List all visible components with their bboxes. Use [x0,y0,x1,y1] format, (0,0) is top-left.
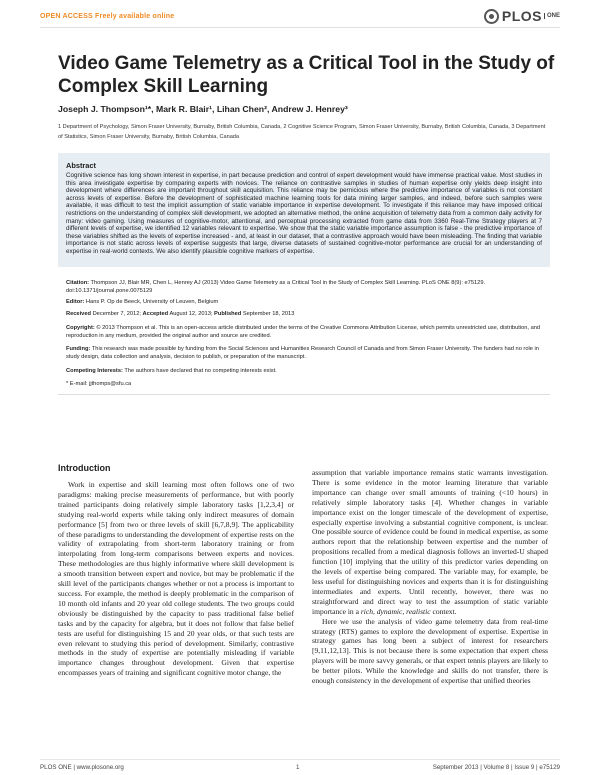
footer-issue: September 2013 | Volume 8 | Issue 9 | e75129 [432,764,560,771]
received-date: December 7, 2012; [92,311,141,317]
funding [66,345,542,361]
journal-logo-text: PLOS [501,8,542,24]
citation-label: Citation: [66,280,90,286]
paper-title: Video Game Telemetry as a Critical Tool in the Study of Complex Skill Learning [58,53,555,97]
affiliations: 1 Department of Psychology, Simon Fraser University, Burnaby, British Columbia, Canada, 2 Cognitive Science Program, Simon Fraser University, Burnaby, British Columbia, Canada, 3 Department of Statistics, Simon Fraser University, Burnaby, British Columbia, Canada [58,124,546,140]
editor-label: Editor: [66,299,85,305]
intro-paragraph-1-continued [312,468,548,617]
competing-interests [66,367,542,375]
competing-label: Competing Interests: [66,368,123,374]
page-number: 1 [296,764,300,771]
footer-divider [40,759,560,760]
copyright-text: © 2013 Thompson et al. This is an open-access article distributed under the terms of the Creative Commons Attribution License, which permits unrestricted use, distribution, and reproduction in any medium, provided the original author and source are credited. [66,325,541,340]
footer-journal: PLOS ONE | www.plosone.org [40,764,124,771]
copyright-label: Copyright: [66,325,95,331]
funding-text: This research was made possible by funding from the Social Sciences and Humanities Research Council of Canada and from Simon Fraser University. The funders had no role in study design, data collection and analysis, decision to publish, or preparation of the manuscript. [66,346,539,361]
emphasis-text: rich, dynamic, realistic [360,606,431,616]
citation-text: Thompson JJ, Blair MR, Chen L, Henrey AJ (2013) Video Game Telemetry as a Critical Tool in the Study of Complex Skill Learning. PLoS ONE 8(9): e75129. doi:10.1371/journal.pone.0075129 [66,280,486,295]
metadata-divider [58,394,550,395]
competing-text: The authors have declared that no competing interests exist. [124,368,277,374]
open-access-text: OPEN ACCESS Freely available online [40,13,175,20]
journal-logo-suffix: ONE [544,13,560,19]
accepted-date: August 12, 2013; [169,311,213,317]
dates [66,310,542,318]
intro-paragraph-1: Work in expertise and skill learning most often follows one of two paradigms: making precise measurements of performance, but with poorly trained participants doing relatively simple laboratory tasks [1,2,3,4] or studying real-world experts while taking only indirect measures of domain performance [5] from two or three levels of skill [6,7,8,9]. The applicability of these paradigms to understanding the development of expertise rests on the validity of extrapolating from short-term laboratory training or from interpolating from long-term comparisons between experts and novices. These methodologies are thus highly informative where skill development is a smooth transition between expert and novice, but may be problematic if the skill level of the participants changes whether or not a process is important to success. For example, the method is deeply problematic in the comparison of 10 month old infants and 20 year old college students. The two groups could obviously be distinguished by the capacity to pass traditional false belief tasks and by the capacity for algebra, but it does not follow that false belief tests are useful for distinguishing 15 and 20 year olds, or that such tests are even relevant to studying this period of development. Similarly, contrastive methods in the study of expertise are potentially misleading if variable importance changes throughout development. Given that expertise encompasses years of training and significant cognitive motor change, the [58,480,294,678]
published-date: September 18, 2013 [242,311,295,317]
intro-paragraph-2: Here we use the analysis of video game telemetry data from real-time strategy (RTS) games to explore the development of expertise. Expertise in strategy games has long been a subject of interest for researchers [9,11,12,13]. This is not because there is some expectation that expert chess players will be more savvy generals, or that expert tennis players are likely to be better pilots. While the knowledge and skills do not transfer, there is enough consistency in the development of expertise that unified theories [312,616,548,686]
left-column [58,480,294,678]
plos-logo-icon [484,9,499,24]
citation [66,279,542,295]
author-list: Joseph J. Thompson¹*, Mark R. Blair¹, Lihan Chen², Andrew J. Henrey³ [58,104,348,114]
right-column [312,468,548,686]
editor [66,298,542,306]
header-divider [40,27,560,28]
introduction-heading: Introduction [58,463,111,473]
journal-logo [484,8,560,24]
received-label: Received [66,311,91,317]
paragraph-end: context. [432,606,457,616]
editor-text: Hans P. Op de Beeck, University of Leuven, Belgium [85,299,219,305]
funding-label: Funding: [66,346,91,352]
accepted-label: Accepted [142,311,169,317]
abstract-text: Cognitive science has long shown interest in expertise, in part because prediction and control of expert development would have immense practical value. Most studies in this area investigate expertise by comparing experts with novices. The reliance on contrastive samples in studies of human expertise only yields deep insight into development where differences are important throughout skill acquisition. This reliance may be pernicious where the predictive importance of variables is not constant across levels of expertise. Before the development of sophisticated machine learning tools for data mining larger samples, and indeed, before such samples were available, it was difficult to test the implicit assumption of static variable importance in expertise development. To investigate if this reliance may have imposed critical restrictions on the understanding of complex skill development, we adopted an alternative method, the online acquisition of telemetry data from a common daily activity for many: video gaming. Using measures of cognitive-motor, attentional, and perceptual processing extracted from game data from 3360 Real-Time Strategy players at 7 different levels of expertise, we identified 12 variables relevant to expertise. We show that the static variable importance assumption is false - the predictive importance of these variables shifted as the levels of expertise increased - and, at least in our dataset, that a contrastive approach would have been misleading. The finding that variable importance is not static across levels of expertise suggests that large, diverse datasets of sustained cognitive-motor performance are crucial for an understanding of expertise in real-world contexts. We also identify plausible cognitive markers of expertise. [66,172,542,255]
copyright [66,324,542,340]
open-access-banner [40,13,174,20]
corresponding-email: * E-mail: jjthomps@sfu.ca [66,381,132,387]
abstract-heading: Abstract [66,161,96,170]
published-label: Published [214,311,242,317]
paragraph-text: assumption that variable importance remains static warrants investigation. There is some evidence in the motor learning literature that variable importance can change over small amounts of training (<10 hours) in relatively simple laboratory tasks [4]. Whether changes in variable importance exist on the longer timescale of the development of expertise, especially expertise involving a substantial cognitive component, is unclear. One possible source of evidence could be found in medical expertise, as some authors report that the relationship between expertise and the number of propositions recalled from a medical diagnosis follows an inverted-U shaped function [10] implying that the utility of this predictor varies depending on the levels of expertise being compared. The variable may, for example, be less useful for distinguishing novices and experts than it is for distinguishing intermediates and experts. Until recently, however, there was no straightforward and direct way to test the assumption of static variable importance in a [312,468,548,616]
